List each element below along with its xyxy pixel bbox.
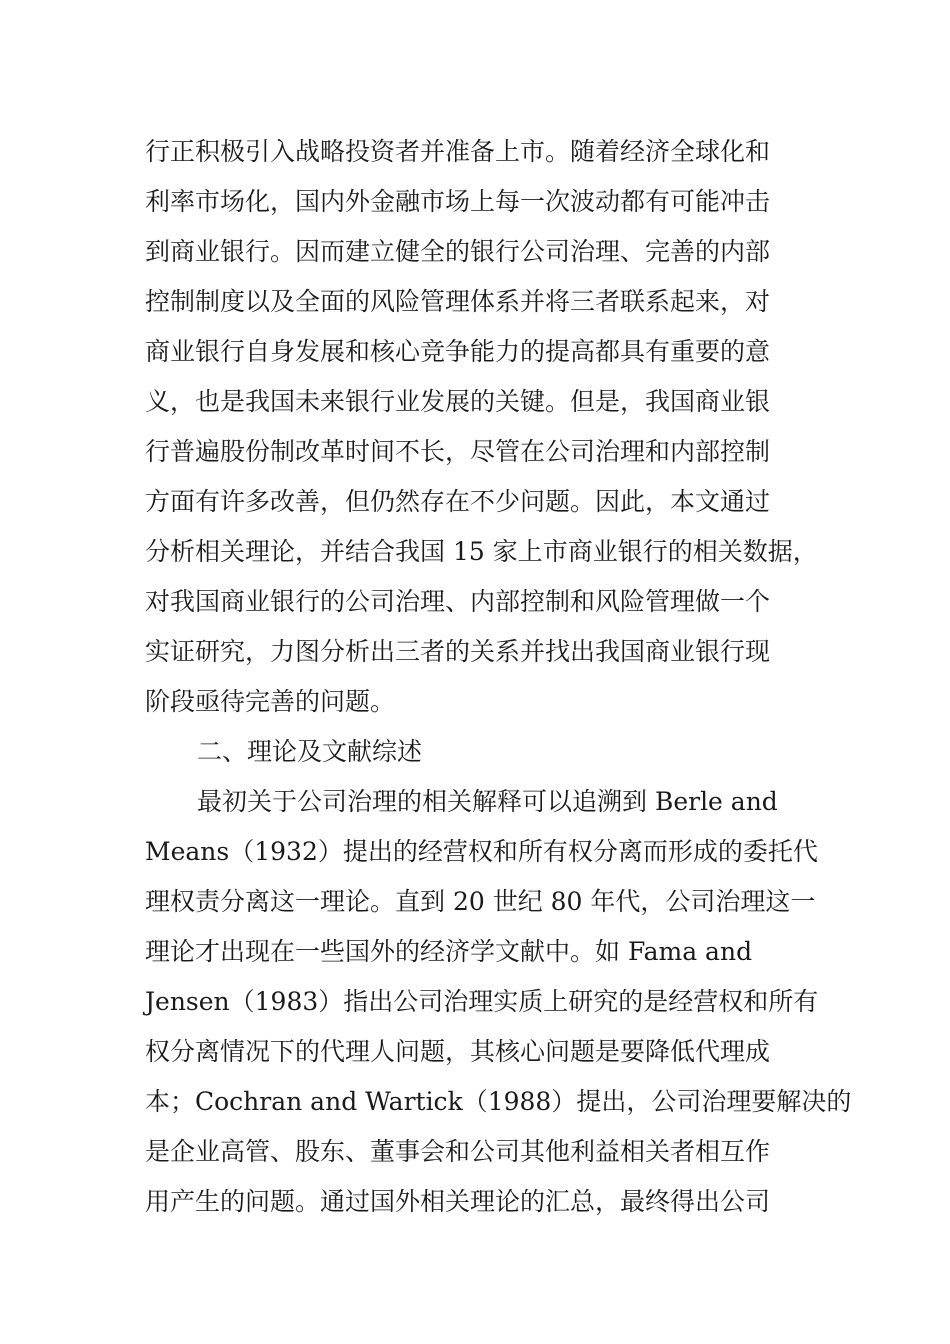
text-line: 义，也是我国未来银行业发展的关键。但是，我国商业银 <box>145 387 771 416</box>
text-line: 用产生的问题。通过国外相关理论的汇总，最终得出公司 <box>145 1187 771 1216</box>
body-text <box>145 130 852 1230</box>
text-line: Jensen（1983）指出公司治理实质上研究的是经营权和所有 <box>145 987 819 1016</box>
text-line: Means（1932）提出的经营权和所有权分离而形成的委托代 <box>145 837 818 866</box>
text-line: 本；Cochran and Wartick（1988）提出，公司治理要解决的 <box>145 1087 852 1116</box>
text-line: 权分离情况下的代理人问题，其核心问题是要降低代理成 <box>145 1037 771 1066</box>
text-line: 对我国商业银行的公司治理、内部控制和风险管理做一个 <box>145 587 771 616</box>
text-line: 行正积极引入战略投资者并准备上市。随着经济全球化和 <box>145 137 771 166</box>
text-line: 理论才出现在一些国外的经济学文献中。如 Fama and <box>145 937 753 966</box>
text-line: 行普遍股份制改革时间不长，尽管在公司治理和内部控制 <box>145 437 771 466</box>
text-line: 阶段亟待完善的问题。 <box>145 687 396 716</box>
text-line: 分析相关理论，并结合我国 15 家上市商业银行的相关数据， <box>145 537 818 566</box>
text-line: 利率市场化，国内外金融市场上每一次波动都有可能冲击 <box>145 187 771 216</box>
text-line: 实证研究，力图分析出三者的关系并找出我国商业银行现 <box>145 637 771 666</box>
text-line: 控制制度以及全面的风险管理体系并将三者联系起来，对 <box>145 287 771 316</box>
text-line: 方面有许多改善，但仍然存在不少问题。因此，本文通过 <box>145 487 771 516</box>
text-line: 理权责分离这一理论。直到 20 世纪 80 年代，公司治理这一 <box>145 887 816 916</box>
paragraph-first-line: 最初关于公司治理的相关解释可以追溯到 Berle and <box>197 787 778 816</box>
section-heading: 二、理论及文献综述 <box>197 737 423 766</box>
text-line: 到商业银行。因而建立健全的银行公司治理、完善的内部 <box>145 237 771 266</box>
text-line: 是企业高管、股东、董事会和公司其他利益相关者相互作 <box>145 1137 771 1166</box>
text-line: 商业银行自身发展和核心竞争能力的提高都具有重要的意 <box>145 337 771 366</box>
